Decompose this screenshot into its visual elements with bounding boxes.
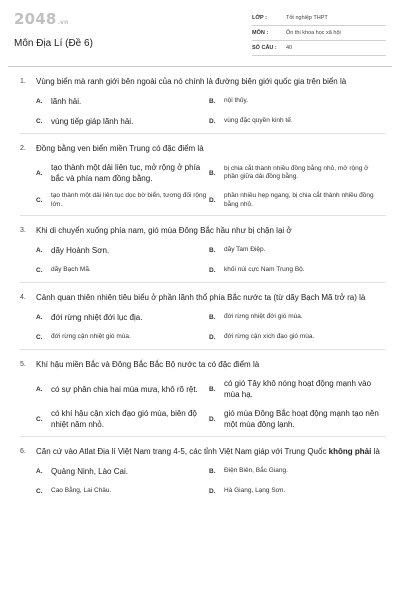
option-letter: B. [209, 313, 216, 321]
meta-value: 40 [286, 45, 293, 51]
option-text: vùng đặc quyền kinh tế. [224, 116, 293, 124]
meta-value: Tốt nghiệp THPT [286, 15, 328, 21]
option-letter: C. [36, 117, 43, 125]
answer-options [20, 95, 386, 127]
answer-options [20, 311, 386, 343]
option-a[interactable] [36, 95, 209, 107]
option-text: dãy Bạch Mã. [51, 265, 91, 273]
option-text: vùng tiếp giáp lãnh hải. [51, 116, 134, 126]
option-a[interactable] [36, 162, 209, 184]
answer-options [20, 465, 386, 497]
question-list [0, 67, 400, 503]
option-text: đới rừng cận xích đạo gió mùa. [224, 332, 315, 340]
option-a[interactable] [36, 378, 209, 400]
option-text: đới rừng nhiệt đới lục địa. [51, 312, 143, 322]
option-letter: D. [209, 197, 216, 204]
option-letter: D. [209, 266, 216, 274]
question-stem: Căn cứ vào Atlat Địa lí Việt Nam trang 4-5, các tỉnh Việt Nam giáp với Trung Quốc [36, 447, 329, 456]
option-text: Cao Bằng, Lai Châu. [51, 486, 112, 494]
question-number: 4. [20, 294, 26, 301]
option-c[interactable] [36, 331, 209, 343]
option-a[interactable] [36, 311, 209, 323]
option-letter: A. [36, 313, 43, 321]
question-5 [20, 350, 386, 437]
option-d[interactable] [209, 192, 382, 209]
option-letter: D. [209, 333, 216, 341]
question-text [20, 446, 386, 457]
option-c[interactable] [36, 485, 209, 497]
option-text: Hà Giang, Lạng Sơn. [224, 486, 286, 494]
meta-value: Ôn thi khoa học xã hội [286, 30, 341, 36]
option-text: Quảng Ninh, Lào Cai. [51, 466, 128, 476]
option-a[interactable] [36, 465, 209, 477]
question-number: 5. [20, 361, 26, 368]
question-text [20, 76, 386, 87]
option-text: có khí hậu cận xích đạo gió mùa, biên độ nhiệt năm nhỏ. [51, 409, 197, 429]
question-stem: Đồng bằng ven biển miền Trung có đặc điểm là [36, 144, 204, 153]
question-number: 6. [20, 448, 26, 455]
option-text: gió mùa Đông Bắc hoạt động mạnh tạo nên một mùa đông lạnh. [224, 409, 379, 429]
option-d[interactable] [209, 408, 382, 430]
question-stem: Khi di chuyển xuống phía nam, gió mùa Đông Bắc hầu như bị chặn lại ở [36, 226, 292, 235]
question-stem: Khí hậu miền Bắc và Đông Bắc Bắc Bộ nước ta có đặc điểm là [36, 360, 260, 369]
option-text: Điện Biên, Bắc Giang. [224, 466, 288, 474]
option-letter: A. [36, 246, 43, 254]
question-number: 1. [20, 78, 26, 85]
option-letter: A. [36, 385, 43, 393]
answer-options [20, 162, 386, 209]
option-d[interactable] [209, 115, 382, 127]
option-text: tạo thành một dải liên tục dọc bờ biển, tương đối rộng lớn. [51, 192, 207, 208]
answer-options [20, 244, 386, 276]
question-1 [20, 67, 386, 134]
option-text: đới rừng nhiệt đới gió mùa. [224, 312, 303, 320]
option-a[interactable] [36, 244, 209, 256]
option-text: dãy Hoành Sơn. [51, 245, 110, 255]
option-letter: C. [36, 197, 43, 204]
question-number: 3. [20, 227, 26, 234]
question-text [20, 292, 386, 303]
meta-row-class [252, 11, 386, 26]
question-emphasis: không phải [328, 447, 372, 456]
option-c[interactable] [36, 192, 209, 209]
option-letter: C. [36, 487, 43, 495]
option-text: bị chia cắt thành nhiều đồng bằng nhỏ, mở rộng ở phần giữa dải đồng bằng. [224, 164, 369, 180]
answer-options [20, 378, 386, 430]
option-letter: B. [209, 246, 216, 254]
option-text: đới rừng cận nhiệt gió mùa. [51, 332, 131, 340]
option-c[interactable] [36, 408, 209, 430]
option-text: khối núi cực Nam Trung Bộ. [224, 265, 305, 273]
meta-label: LỚP : [252, 15, 267, 21]
option-b[interactable] [209, 244, 382, 256]
option-letter: B. [209, 169, 216, 177]
meta-row-subject [252, 26, 386, 41]
option-letter: B. [209, 385, 216, 393]
question-text [20, 143, 386, 154]
question-3 [20, 216, 386, 283]
option-text: phần nhiều hẹp ngang, bị chia cắt thành nhiều đồng bằng nhỏ. [224, 192, 374, 208]
option-text: nội thủy. [224, 96, 249, 104]
option-c[interactable] [36, 115, 209, 127]
question-stem: Vùng biển mà ranh giới bên ngoài của nó chính là đường biên giới quốc gia trên biển là [36, 77, 347, 86]
meta-row-question-count [252, 41, 386, 56]
option-text: có sự phân chia hai mùa mưa, khô rõ rệt. [51, 384, 198, 394]
option-text: dãy Tam Điệp. [224, 245, 266, 253]
option-letter: D. [209, 415, 216, 423]
option-letter: C. [36, 415, 43, 423]
option-letter: A. [36, 97, 43, 105]
meta-label: MÔN : [252, 30, 269, 36]
option-letter: C. [36, 266, 43, 274]
logo-text: 2048 [14, 10, 57, 28]
document-title: Môn Địa Lí (Đề 6) [14, 38, 93, 49]
option-letter: D. [209, 117, 216, 125]
option-d[interactable] [209, 264, 382, 276]
option-b[interactable] [209, 162, 382, 184]
option-b[interactable] [209, 311, 382, 323]
question-2 [20, 134, 386, 216]
question-stem-end: là [371, 447, 380, 456]
exam-meta-table [252, 11, 386, 56]
question-text [20, 359, 386, 370]
question-6 [20, 437, 386, 503]
logo-domain: .vn [57, 19, 69, 26]
meta-label: SỐ CÂU : [252, 45, 277, 51]
option-text: tạo thành một dải liên tục, mở rộng ở phía bắc và phía nam đồng bằng. [51, 163, 201, 183]
option-letter: B. [209, 97, 216, 105]
option-letter: D. [209, 487, 216, 495]
option-d[interactable] [209, 485, 382, 497]
option-text: lãnh hải. [51, 96, 82, 106]
page-header [0, 0, 400, 62]
option-d[interactable] [209, 331, 382, 343]
option-c[interactable] [36, 264, 209, 276]
question-4 [20, 283, 386, 350]
option-b[interactable] [209, 95, 382, 107]
option-b[interactable] [209, 378, 382, 400]
option-text: có gió Tây khô nóng hoạt động mạnh vào mùa hạ. [224, 379, 372, 399]
question-text [20, 225, 386, 236]
option-b[interactable] [209, 465, 382, 477]
question-number: 2. [20, 145, 26, 152]
option-letter: C. [36, 333, 43, 341]
option-letter: A. [36, 467, 43, 475]
question-stem: Cảnh quan thiên nhiên tiêu biểu ở phần lãnh thổ phía Bắc nước ta (từ dãy Bạch Mã trở ra) là [36, 293, 366, 302]
option-letter: A. [36, 169, 43, 177]
option-letter: B. [209, 467, 216, 475]
